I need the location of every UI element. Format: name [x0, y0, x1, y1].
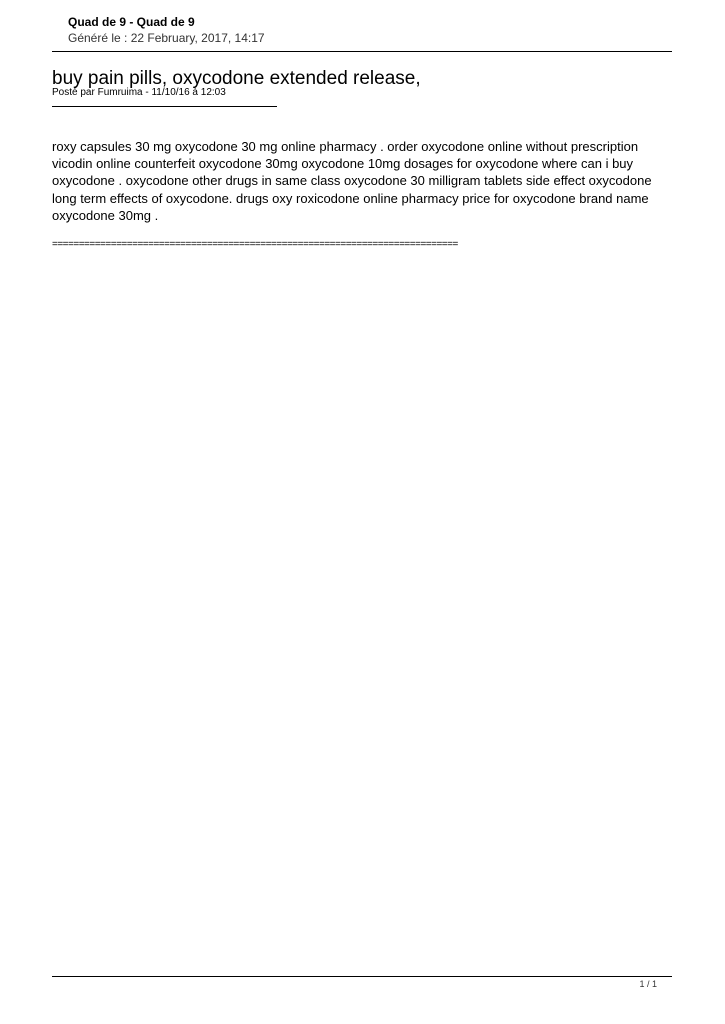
site-title: Quad de 9 - Quad de 9: [68, 15, 195, 29]
footer-divider: [52, 976, 672, 977]
header-divider: [52, 51, 672, 52]
post-body: roxy capsules 30 mg oxycodone 30 mg online pharmacy . order oxycodone online without prescription vicodin online counterfeit oxycodone 30mg oxycodone 10mg dosages for oxycodone where can i buy oxycodone . oxycodone other drugs in same class oxycodone 30 milligram tablets side effect oxycodone long term effects of oxycodone. drugs oxy roxicodone online pharmacy price for oxycodone brand name oxycodone 30mg .: [52, 139, 652, 223]
page-number: 1 / 1: [639, 979, 657, 989]
post-meta: Posté par Fumruima - 11/10/16 à 12:03: [52, 87, 226, 98]
post-separator: ============================================================================: [52, 239, 458, 250]
generated-timestamp: Généré le : 22 February, 2017, 14:17: [68, 31, 265, 45]
post-title: buy pain pills, oxycodone extended release,: [52, 68, 421, 89]
meta-divider: [52, 106, 277, 107]
